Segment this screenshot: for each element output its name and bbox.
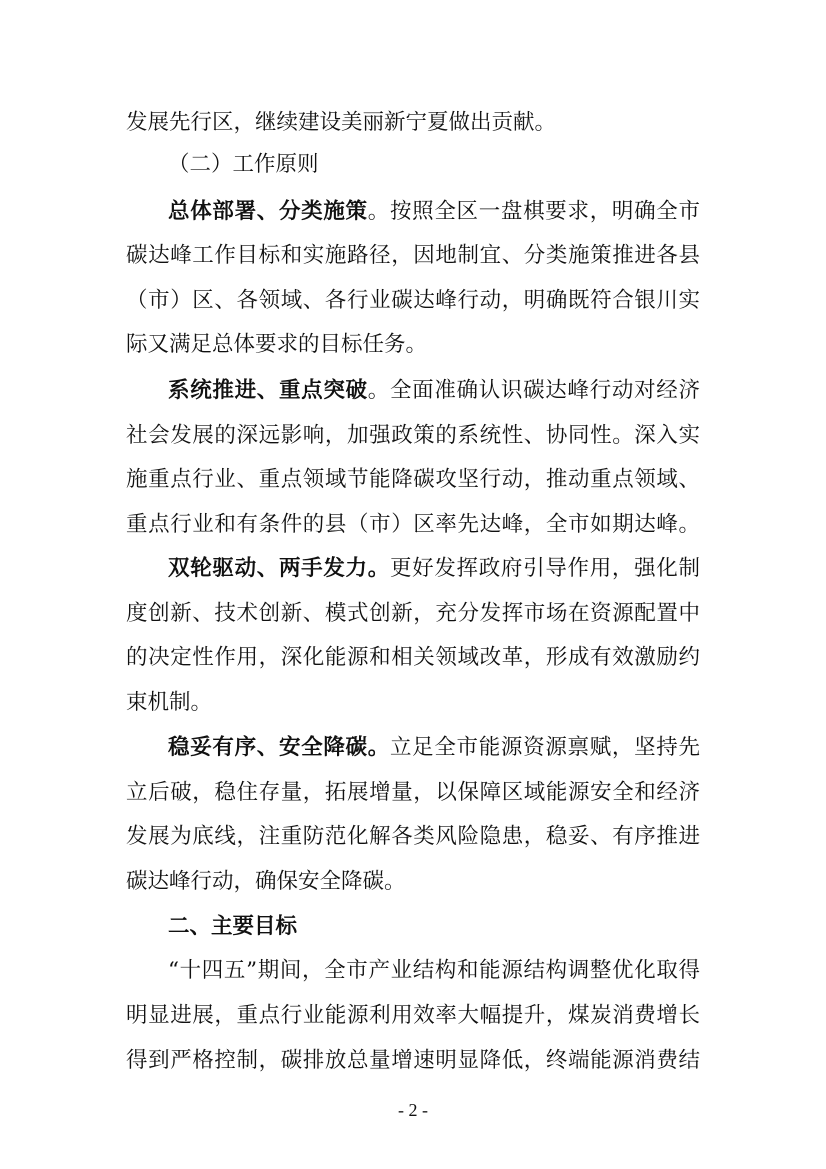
goals-paragraph-line: “十四五”期间，全市产业结构和能源结构调整优化取得 (168, 958, 700, 983)
principle-paragraph-line: 际又满足总体要求的目标任务。 (126, 332, 428, 357)
principle-paragraph-line: 立后破，稳住存量，拓展增量，以保障区域能源安全和经济 (126, 780, 700, 805)
principle-paragraph-line (168, 737, 700, 759)
goals-paragraph-line: 得到严格控制，碳排放总量增速明显降低，终端能源消费结 (126, 1048, 700, 1073)
principle-title: 总体部署、分类施策 (168, 199, 368, 224)
principle-paragraph-line: 的决定性作用，深化能源和相关领域改革，形成有效激励约 (126, 645, 700, 670)
goals-paragraph-line: 明显进展，重点行业能源利用效率大幅提升，煤炭消费增长 (126, 1003, 700, 1028)
principle-paragraph-line: 重点行业和有条件的县（市）区率先达峰，全市如期达峰。 (126, 512, 700, 537)
goals-heading: 二、主要目标 (168, 914, 298, 939)
principle-title: 双轮驱动、两手发力。 (168, 556, 390, 581)
principle-text: 立足全市能源资源禀赋，坚持先 (389, 735, 700, 760)
principle-paragraph-line: 束机制。 (126, 690, 213, 715)
principle-paragraph-line: 社会发展的深远影响，加强政策的系统性、协同性。深入实 (126, 423, 700, 448)
principle-paragraph-line (168, 380, 700, 402)
principle-text: 。全面准确认识碳达峰行动对经济 (367, 378, 700, 403)
principle-paragraph-line (168, 201, 700, 223)
principle-title: 稳妥有序、安全降碳。 (168, 735, 390, 760)
principle-paragraph-line: 施重点行业、重点领域节能降碳攻坚行动，推动重点领域、 (126, 467, 700, 492)
principle-text: 。按照全区一盘棋要求，明确全市 (367, 199, 700, 224)
section-heading: （二）工作原则 (168, 152, 319, 177)
principle-paragraph-line: 碳达峰行动，确保安全降碳。 (126, 869, 406, 894)
principle-paragraph-line: 度创新、技术创新、模式创新，充分发挥市场在资源配置中 (126, 601, 700, 626)
principle-paragraph-line: 碳达峰工作目标和实施路径，因地制宜、分类施策推进各县 (126, 243, 700, 268)
principle-paragraph-line: 发展为底线，注重防范化解各类风险隐患，稳妥、有序推进 (126, 824, 700, 849)
principle-paragraph-line: （市）区、各领域、各行业碳达峰行动，明确既符合银川实 (126, 288, 700, 313)
principle-text: 更好发挥政府引导作用，强化制 (389, 556, 700, 581)
principle-paragraph-line (168, 558, 700, 580)
intro-tail-line: 发展先行区，继续建设美丽新宁夏做出贡献。 (126, 110, 557, 135)
page-number: - 2 - (398, 1100, 428, 1120)
principle-title: 系统推进、重点突破 (168, 378, 368, 403)
